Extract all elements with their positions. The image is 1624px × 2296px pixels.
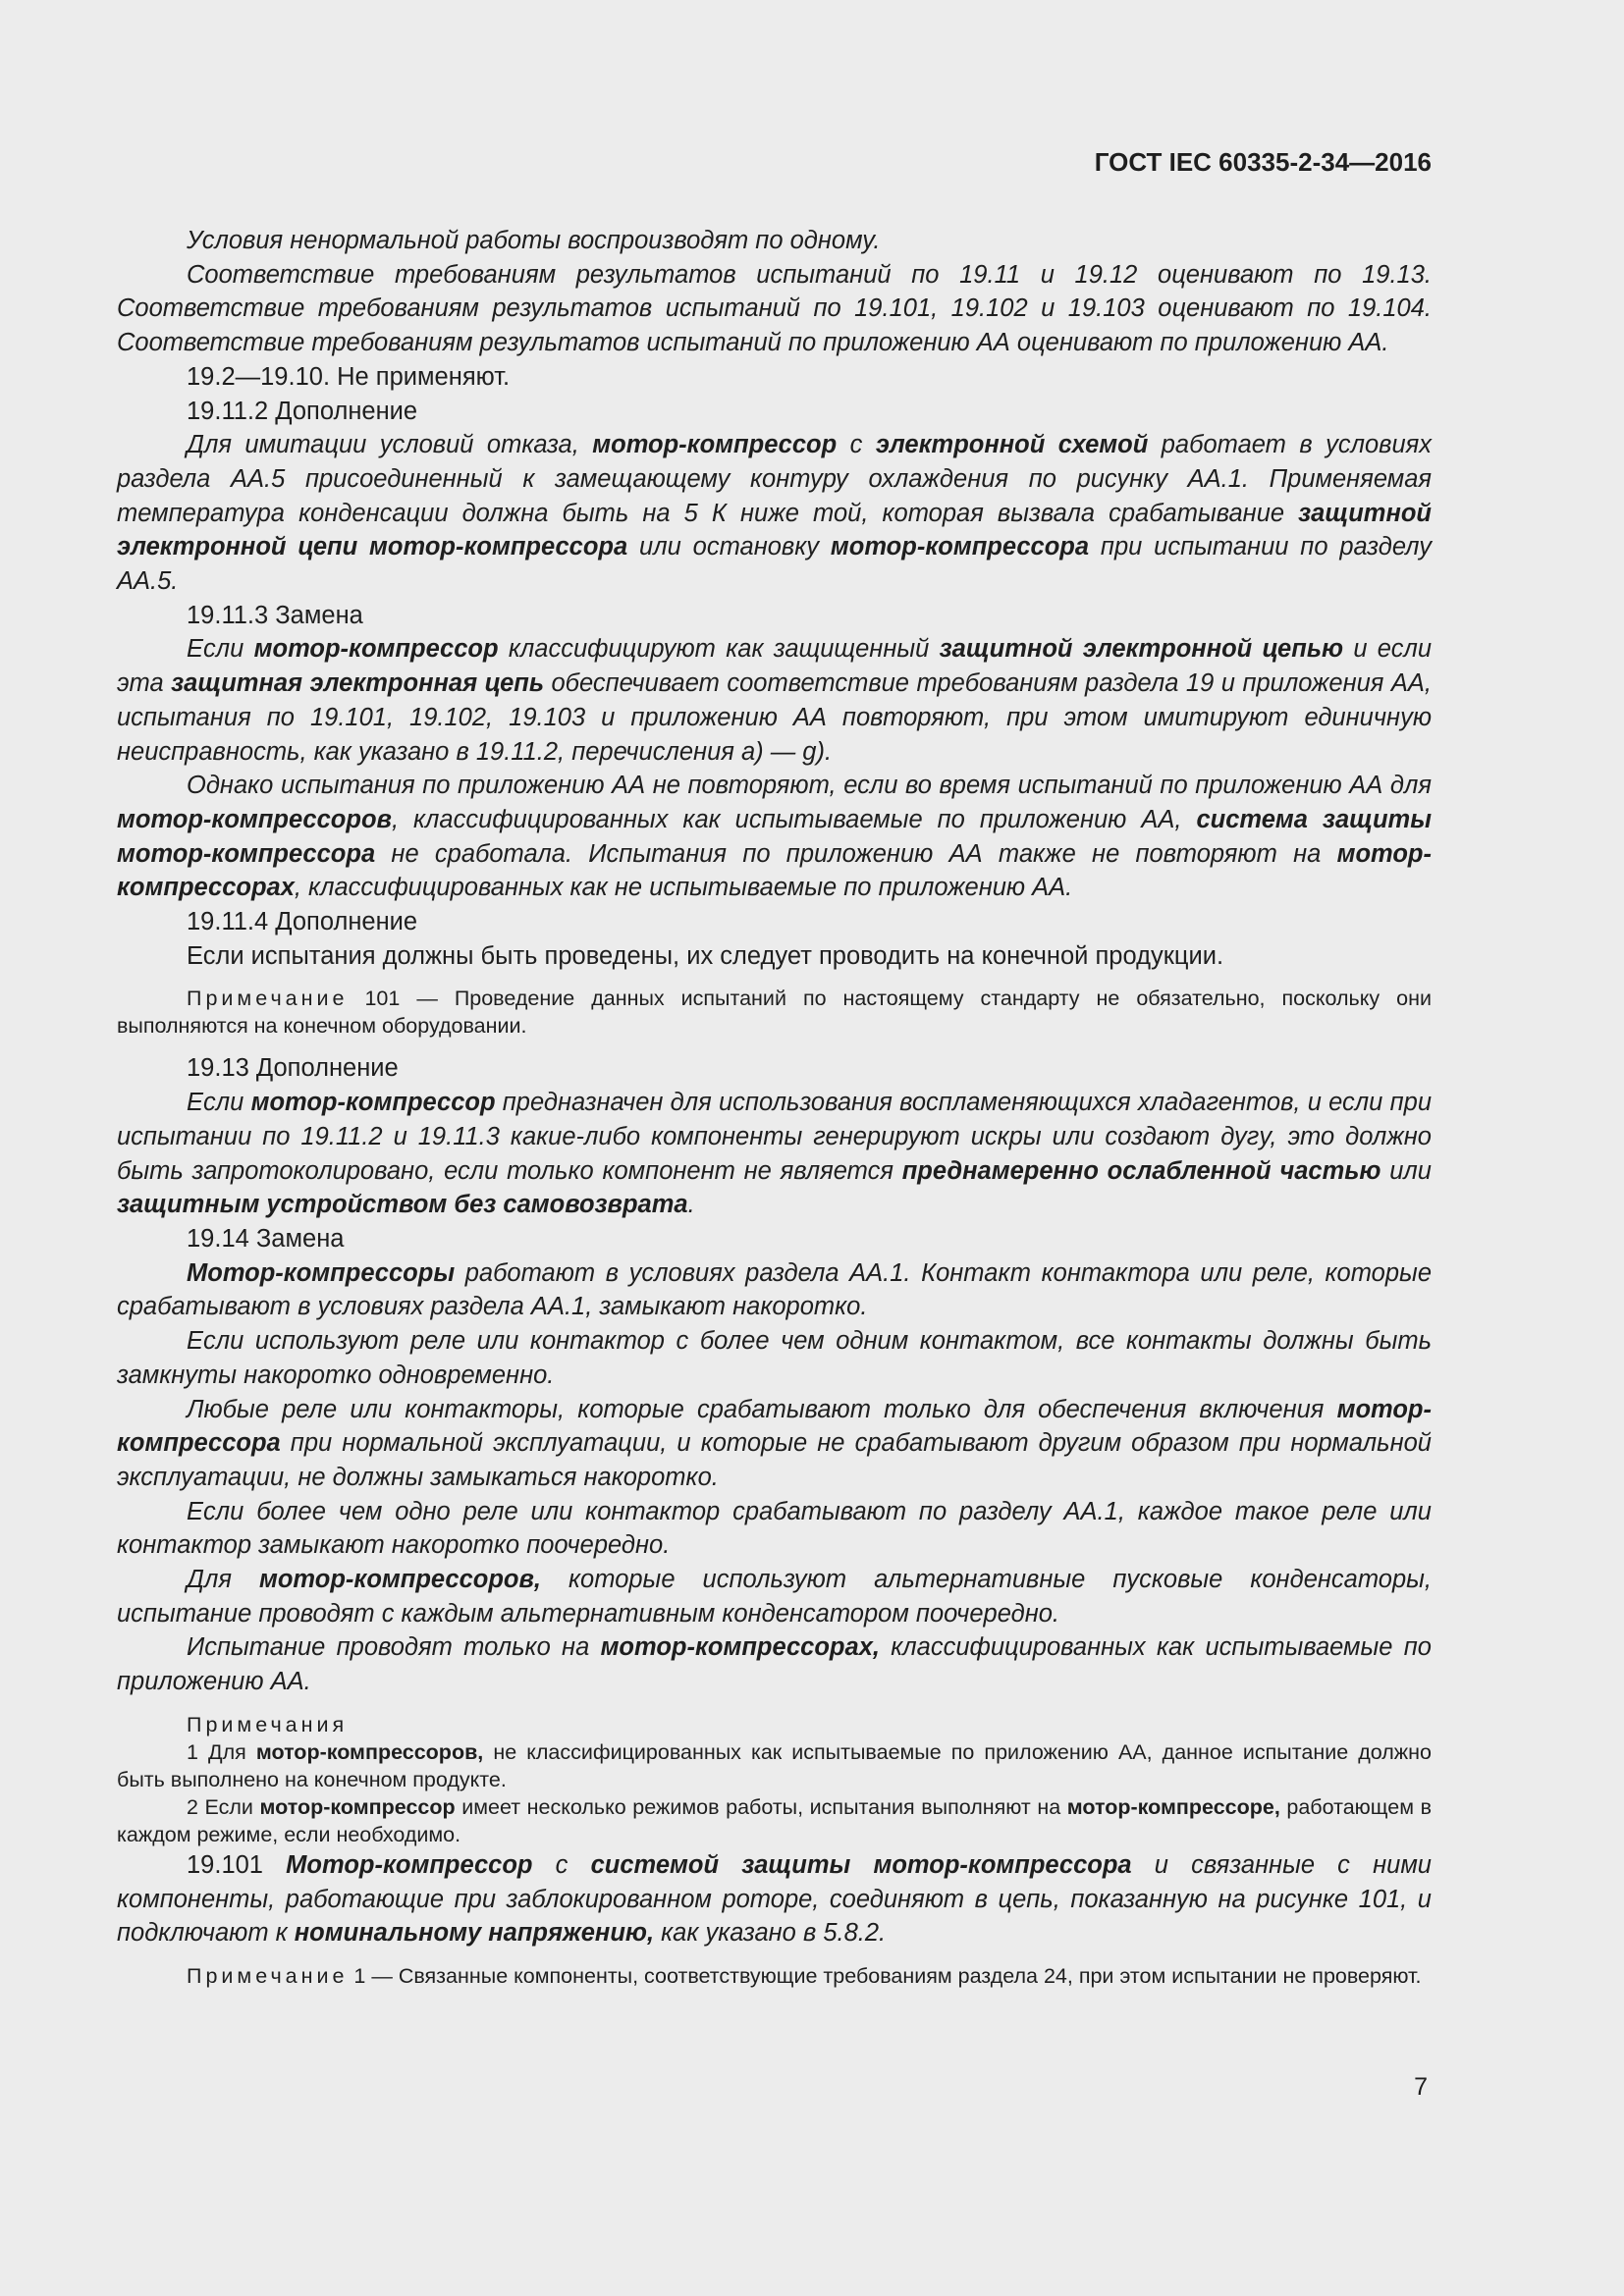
bold-term: защитным устройством без самовозврата (117, 1191, 688, 1219)
text-run: классифицируют как защищенный (498, 635, 940, 664)
paragraph (117, 769, 1432, 905)
note-item (117, 1738, 1432, 1793)
text-run: Примечание (187, 1963, 349, 1988)
paragraph (117, 1630, 1432, 1698)
text-run: . (687, 1191, 695, 1219)
bold-term: мотор-компрессоров (117, 805, 392, 833)
text-run: 19.11.3 Замена (187, 601, 363, 629)
bold-term: защитная электронная цепь (171, 669, 544, 698)
document-header: ГОСТ IEC 60335-2-34—2016 (1094, 147, 1432, 177)
text-run: или (1380, 1156, 1432, 1185)
text-run: при нормальной эксплуатации, и которые не срабатывают другим образом при нормальной эксплуатации, не должны замыкаться накоротко. (117, 1429, 1432, 1491)
text-run: работающем в каждом режиме, если необходимо. (117, 1794, 1432, 1846)
text-run: 19.13 Дополнение (187, 1054, 399, 1083)
bold-term: мотор-компрессор (253, 635, 499, 664)
document-body (117, 224, 1432, 2002)
paragraph (117, 1086, 1432, 1222)
text-run: Если (187, 1089, 251, 1117)
bold-term: мотор-компрессор (259, 1794, 456, 1819)
paragraph (117, 1563, 1432, 1630)
text-run: Испытание проводят только на (187, 1633, 601, 1662)
text-run: 101 — Проведение данных испытаний по настоящему стандарту не обязательно, поскольку они выполняются на конечном оборудовании. (117, 987, 1432, 1039)
text-run: 19.101 (187, 1850, 287, 1879)
bold-term: мотор-компрессора (830, 533, 1090, 561)
text-run: обеспечивает соответствие требованиям раздела 19 и приложения АА, испытания по 19.101, 19.102, 19.103 и приложению АА повторяют, при этом имитируют единичную неисправность, как указано в 19.11.2, перечисления а) — g). (117, 669, 1432, 766)
bold-term: электронной схемой (875, 431, 1149, 459)
paragraph (117, 1393, 1432, 1495)
text-run: 1 Для (187, 1739, 256, 1764)
text-run: Для имитации условий отказа, (187, 431, 593, 459)
paragraph (117, 1848, 1432, 1950)
text-run: Примечания (187, 1712, 349, 1736)
bold-term: мотор-компрессора (117, 1395, 1432, 1458)
paragraph (117, 1324, 1432, 1392)
text-run: не классифицированных как испытываемые по приложению АА, данное испытание должно быть выполнено на конечном продукте. (117, 1739, 1433, 1791)
paragraph (117, 258, 1432, 360)
text-run: 19.2—19.10. Не применяют. (187, 362, 511, 391)
bold-term: мотор-компрессор (592, 431, 838, 459)
text-run: 19.11.4 Дополнение (187, 908, 418, 936)
bold-term: мотор-компрессор (250, 1089, 496, 1117)
paragraph (117, 1495, 1432, 1563)
text-run: Если (187, 635, 254, 664)
text-run: 2 Если (187, 1794, 260, 1819)
text-run: Если испытания должны быть проведены, их следует проводить на конечной продукции. (187, 941, 1224, 970)
paragraph (117, 360, 1432, 395)
note (117, 1962, 1432, 1990)
paragraph (117, 428, 1432, 599)
bold-term: мотор-компрессоре, (1066, 1794, 1280, 1819)
bold-term: мотор-компрессоров, (258, 1566, 541, 1594)
text-run: классифицированных как испытываемые по приложению АА. (117, 1633, 1432, 1696)
paragraph (117, 939, 1432, 974)
bold-term: Мотор-компрессор (286, 1850, 533, 1879)
text-run: Если используют реле или контактор с более чем одним контактом, все контакты должны быть замкнуты накоротко одновременно. (117, 1327, 1432, 1389)
text-run: Примечание (187, 987, 349, 1011)
page-number: 7 (1414, 2073, 1428, 2101)
bold-term: защитной электронной цепью (939, 635, 1344, 664)
text-run: Условия ненормальной работы воспроизводят по одному. (187, 227, 881, 254)
paragraph (117, 1222, 1432, 1256)
text-run: с (532, 1850, 591, 1879)
text-run: с (837, 431, 876, 459)
text-run: работает в условиях раздела АА.5 присоединенный к замещающему контуру охлаждения по рисунку АА.1. Применяемая температура конденсации должна быть на 5 К ниже той, которая вызвала срабатывание (117, 431, 1433, 527)
text-run: Любые реле или контакторы, которые срабатывают только для обеспечения включения (187, 1395, 1337, 1423)
paragraph (117, 224, 1432, 258)
text-run: работают в условиях раздела АА.1. Контакт контактора или реле, которые срабатывают в условиях раздела АА.1, замыкают накоротко. (117, 1258, 1432, 1321)
bold-term: защитной электронной цепи мотор-компрессора (117, 499, 1432, 561)
text-run: 19.11.2 Дополнение (187, 397, 418, 425)
text-run: 1 — Связанные компоненты, соответствующие требованиям раздела 24, при этом испытании не проверяют. (348, 1963, 1422, 1988)
bold-term: система защиты мотор-компрессора (117, 805, 1432, 868)
text-run: , классифицированных как испытываемые по приложению АА, (391, 805, 1197, 833)
paragraph (117, 905, 1432, 939)
bold-term: номинальному напряжению, (294, 1919, 655, 1948)
text-run: Однако испытания по приложению АА не повторяют, если во время испытаний по приложению АА для (187, 772, 1432, 800)
text-run: не сработала. Испытания по приложению АА также не повторяют на (375, 839, 1337, 868)
paragraph (117, 1051, 1432, 1086)
bold-term: мотор-компрессорах, (600, 1633, 880, 1662)
text-run: как указано в 5.8.2. (654, 1919, 887, 1948)
bold-term: Мотор-компрессоры (187, 1258, 456, 1287)
text-run: Соответствие требованиям результатов испытаний по 19.11 и 19.12 оценивают по 19.13. Соответствие требованиям результатов испытаний по 19.101, 19.102 и 19.103 оценивают по 19.104. Соответствие требованиям результатов испытаний по приложению АА оценивают по приложению АА. (117, 260, 1432, 357)
note (117, 985, 1432, 1040)
text-run: Для (187, 1566, 259, 1594)
bold-term: системой защиты мотор-компрессора (590, 1850, 1132, 1879)
text-run: Если более чем одно реле или контактор срабатывают по разделу АА.1, каждое такое реле или контактор замыкают накоротко поочередно. (117, 1497, 1432, 1560)
paragraph (117, 632, 1432, 769)
text-run: имеет несколько режимов работы, испытания выполняют на (455, 1794, 1067, 1819)
text-run: и если эта (117, 635, 1433, 698)
bold-term: мотор-компрессоров, (255, 1739, 484, 1764)
paragraph (117, 599, 1432, 633)
paragraph (117, 1256, 1432, 1324)
text-run: и связанные с ними компоненты, работающие при заблокированном роторе, соединяют в цепь, показанную на рисунке 101, и подключают к (117, 1850, 1432, 1948)
text-run: 19.14 Замена (187, 1224, 345, 1253)
text-run: при испытании по разделу АА.5. (117, 533, 1433, 596)
text-run: предназначен для использования воспламеняющихся хладагентов, и если при испытании по 19.11.2 и 19.11.3 какие-либо компоненты генерируют искры или создают дугу, это должно быть запротоколировано, если только компонент не является (117, 1089, 1432, 1185)
text-run: которые используют альтернативные пусковые конденсаторы, испытание проводят с каждым альтернативным конденсатором поочередно. (117, 1566, 1433, 1628)
notes-title (117, 1711, 1432, 1738)
bold-term: мотор-компрессорах (117, 839, 1432, 902)
paragraph (117, 395, 1432, 429)
text-run: , классифицированных как не испытываемые по приложению АА. (294, 874, 1073, 902)
text-run: или остановку (627, 533, 831, 561)
note-item (117, 1793, 1432, 1848)
bold-term: преднамеренно ослабленной частью (901, 1156, 1381, 1185)
